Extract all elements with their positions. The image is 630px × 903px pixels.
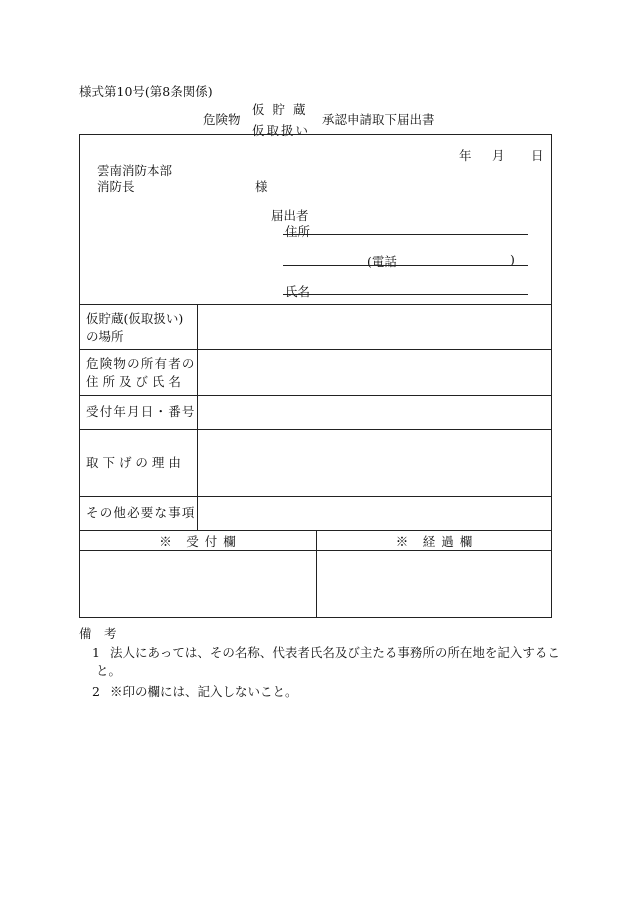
form-box — [79, 134, 552, 618]
title-option-storage: 仮 貯 蔵 — [252, 102, 308, 117]
owner-label: 危険物の所有者の 住 所 及 び 氏 名 — [86, 356, 196, 389]
withdrawal-reason-field[interactable] — [198, 430, 551, 496]
phone-close: ) — [510, 252, 515, 267]
note-2-text: ※印の欄には、記入しないこと。 — [110, 684, 298, 699]
progress-column-area — [317, 551, 552, 617]
addressee-org: 雲南消防本部 — [97, 163, 173, 178]
other-matters-field[interactable] — [198, 497, 551, 530]
title-option-handling: 仮取扱い — [252, 123, 311, 138]
progress-column-header: ※ 経 過 欄 — [395, 534, 474, 549]
note-1-number: 1 — [92, 645, 100, 660]
date-day: 日 — [531, 148, 544, 163]
form-number: 様式第10号(第8条関係) — [79, 84, 213, 99]
other-matters-label: その他必要な事項 — [86, 505, 196, 520]
owner-field[interactable] — [198, 350, 551, 395]
reception-column-header: ※ 受 付 欄 — [159, 534, 237, 549]
phone-underline — [283, 265, 528, 266]
reception-column-area — [80, 551, 316, 617]
notes-heading: 備 考 — [79, 626, 117, 641]
note-1-continuation: と。 — [96, 663, 122, 678]
storage-location-label: 仮貯蔵(仮取扱い) の場所 — [86, 311, 184, 344]
address-label: 住所 — [285, 224, 311, 239]
phone-label: (電話 — [367, 254, 397, 269]
reception-date-label: 受付年月日・番号 — [86, 404, 196, 419]
address-underline — [283, 234, 528, 235]
note-1-text: 法人にあっては、その名称、代表者氏名及び主たる事務所の所在地を記入するこ — [110, 645, 560, 660]
reception-date-field[interactable] — [198, 396, 551, 429]
addressee-title: 消防長 — [97, 179, 135, 194]
withdrawal-reason-label: 取 下 げ の 理 由 — [86, 455, 181, 470]
title-suffix: 承認申請取下届出書 — [322, 112, 435, 127]
date-year: 年 — [459, 148, 472, 163]
name-underline — [283, 294, 528, 295]
storage-location-field[interactable] — [198, 305, 551, 349]
date-month: 月 — [492, 148, 505, 163]
name-label: 氏名 — [285, 284, 311, 299]
addressee-honorific: 様 — [255, 179, 268, 194]
applicant-label: 届出者 — [271, 208, 309, 223]
title-prefix: 危険物 — [203, 112, 241, 127]
note-2-number: 2 — [92, 684, 100, 699]
